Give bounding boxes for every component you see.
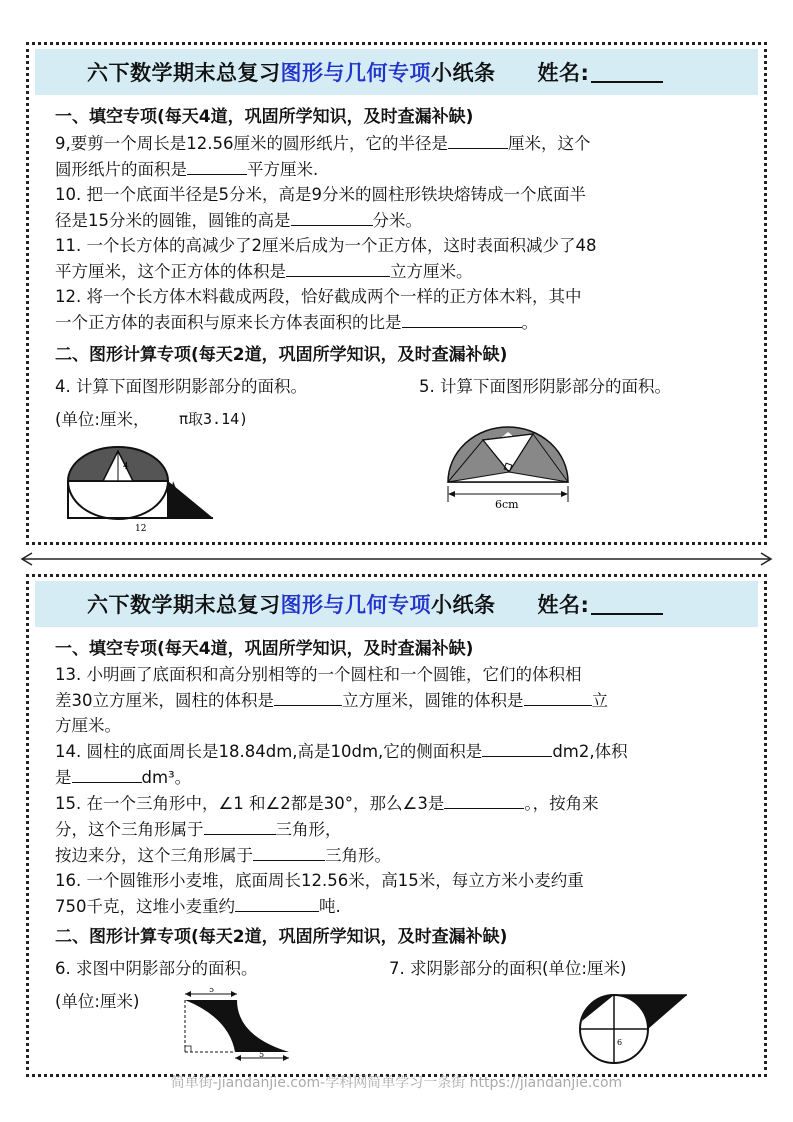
name-label: 姓名: — [537, 61, 590, 85]
card-content — [29, 627, 745, 1014]
name-blank[interactable] — [591, 593, 663, 615]
fig7-diameter-label: 6 — [617, 1038, 623, 1047]
answer-blank[interactable] — [448, 130, 508, 149]
question-10: 10. 把一个底面半径是5分米，高是9分米的圆柱形铁块熔铸成一个底面半 径是15分米的圆锥，圆锥的高是 分米。 — [55, 185, 586, 230]
unit-row — [55, 407, 745, 432]
answer-blank[interactable] — [235, 893, 319, 912]
title-prefix: 六下数学期末总复习 — [87, 593, 281, 617]
section-title: 二、图形计算专项(每天2道，巩固所学知识，及时查漏补缺) — [55, 345, 508, 365]
problem-4: 4. 计算下面图形阴影部分的面积。 — [55, 377, 307, 396]
unit-note: (单位:厘米) — [55, 992, 140, 1011]
unit-note: (单位:厘米， — [55, 410, 150, 429]
answer-blank[interactable] — [524, 687, 592, 706]
title-highlight: 图形与几何专项 — [280, 593, 431, 617]
section-title: 一、填空专项(每天4道，巩固所学知识，及时查漏补缺) — [55, 107, 474, 127]
answer-blank[interactable] — [187, 156, 247, 175]
figure-6-diagram — [177, 988, 302, 1063]
title-prefix: 六下数学期末总复习 — [87, 61, 281, 85]
title-suffix: 小纸条 — [431, 61, 496, 85]
card-content — [29, 95, 745, 432]
question-16: 16. 一个圆锥形小麦堆，底面周长12.56米，高15米，每立方米小麦约重 750千克，这堆小麦重约 吨. — [55, 871, 584, 916]
fig4-width-label: 12 — [135, 524, 147, 533]
problem-7: 7. 求阴影部分的面积(单位:厘米) — [389, 959, 627, 978]
problem-row — [55, 956, 745, 981]
problem-6: 6. 求图中阴影部分的面积。 — [55, 959, 258, 978]
answer-blank[interactable] — [402, 309, 522, 328]
answer-blank[interactable] — [286, 258, 390, 277]
fig4-height-label: 4 — [123, 462, 129, 472]
figure-7-diagram — [577, 983, 697, 1068]
answer-blank[interactable] — [482, 738, 552, 757]
question-11: 11. 一个长方体的高减少了2厘米后成为一个正方体，这时表面积减少了48 平方厘米，这个正方体的体积是 立方厘米。 — [55, 236, 597, 281]
worksheet-card-2 — [26, 574, 767, 1077]
question-12: 12. 将一个长方体木料截成两段，恰好截成两个一样的正方体木料，其中 一个正方体的表面积与原来长方体表面积的比是 。 — [55, 287, 582, 332]
section-title: 一、填空专项(每天4道，巩固所学知识，及时查漏补缺) — [55, 639, 474, 659]
name-blank[interactable] — [591, 61, 663, 83]
cut-line-arrow — [18, 551, 775, 567]
name-label: 姓名: — [537, 593, 590, 617]
card-header — [35, 581, 758, 627]
figure-4-diagram — [63, 443, 223, 533]
section-title: 二、图形计算专项(每天2道，巩固所学知识，及时查漏补缺) — [55, 927, 508, 947]
figure-5-diagram — [443, 420, 573, 510]
question-9: 9,要剪一个周长是12.56厘米的圆形纸片，它的半径是 厘米，这个 圆形纸片的面积是 平方厘米. — [55, 130, 745, 182]
question-15: 15. 在一个三角形中，∠1 和∠2都是30°，那么∠3是 。，按角来 分，这个三角形属于 三角形， 按边来分，这个三角形属于 三角形。 — [55, 790, 745, 868]
fig6-bottom-label: 5 — [259, 1050, 265, 1059]
answer-blank[interactable] — [274, 687, 342, 706]
watermark-footer: 简单街-jiandanjie.com-学科网简单学习一条街 https://jiandanjie.com — [170, 1075, 623, 1091]
fig5-base-label: 6cm — [495, 498, 519, 510]
fig6-top-label: 5 — [209, 988, 215, 994]
problem-row — [55, 374, 745, 399]
question-13: 13. 小明画了底面积和高分别相等的一个圆柱和一个圆锥，它们的体积相 差30立方厘米，圆柱的体积是 立方厘米，圆锥的体积是 立 方厘米。 — [55, 665, 608, 735]
answer-blank[interactable] — [204, 816, 276, 835]
answer-blank[interactable] — [72, 764, 142, 783]
pi-note: π取3.14) — [179, 410, 249, 428]
worksheet-card-1 — [26, 42, 767, 545]
problem-5: 5. 计算下面图形阴影部分的面积。 — [419, 377, 671, 396]
answer-blank[interactable] — [253, 842, 325, 861]
question-14: 14. 圆柱的底面周长是18.84dm,高是10dm,它的侧面积是 dm2,体积 是 dm³。 — [55, 738, 745, 790]
answer-blank[interactable] — [291, 207, 373, 226]
card-header — [35, 49, 758, 95]
title-suffix: 小纸条 — [431, 593, 496, 617]
answer-blank[interactable] — [444, 790, 524, 809]
title-highlight: 图形与几何专项 — [280, 61, 431, 85]
